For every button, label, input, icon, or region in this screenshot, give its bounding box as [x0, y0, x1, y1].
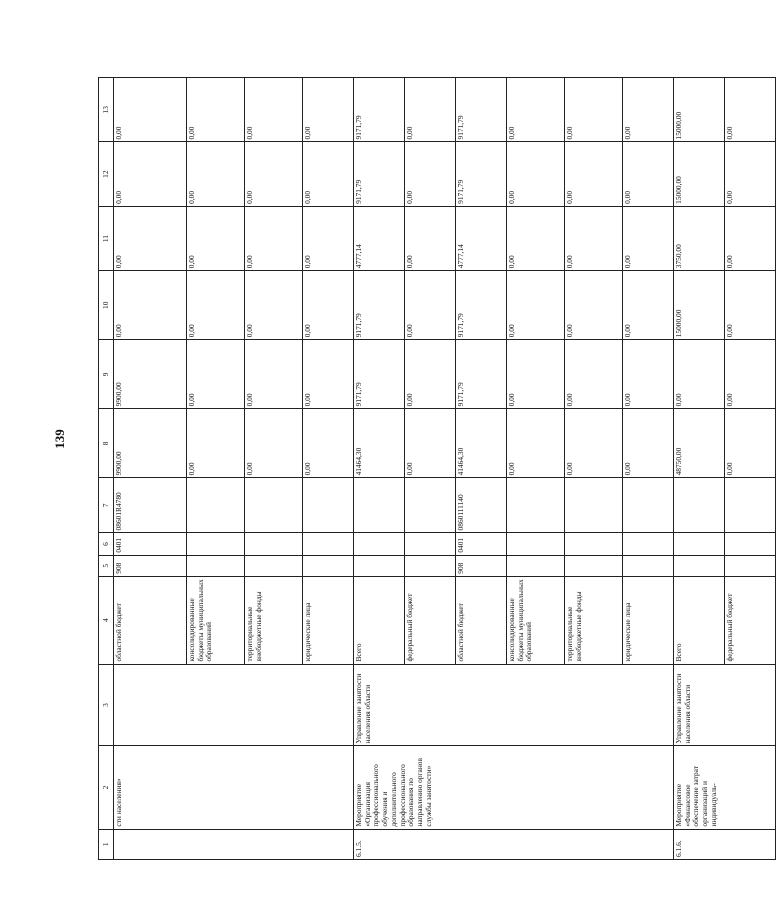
year-value-cell: 9171,79 [354, 271, 405, 340]
section-code-cell: 0401 [456, 533, 507, 555]
year-value-cell: 0,00 [623, 206, 674, 270]
total-value-cell: 0,00 [507, 409, 565, 478]
year-value-cell: 0,00 [303, 271, 354, 340]
total-value-cell: 41464,30 [456, 409, 507, 478]
year-value-cell: 0,00 [405, 271, 456, 340]
col-number-13: 13 [99, 78, 114, 142]
year-value-cell: 0,00 [245, 340, 303, 409]
funding-source-cell: федеральный бюджет [405, 576, 456, 664]
section-code-cell [245, 533, 303, 555]
year-value-cell: 9171,79 [456, 340, 507, 409]
grbs-code-cell [405, 555, 456, 576]
section-code-cell [674, 533, 725, 555]
target-article-cell [674, 478, 725, 533]
total-value-cell: 0,00 [405, 409, 456, 478]
row-number-cell: 6.1.5. [354, 829, 674, 859]
funding-source-cell: консолидированные бюджеты муниципальных образований [507, 576, 565, 664]
year-value-cell: 0,00 [565, 78, 623, 142]
total-value-cell: 48750,00 [674, 409, 725, 478]
funding-source-cell: территориальные внебюджетные фонды [245, 576, 303, 664]
total-value-cell: 9900,00 [114, 409, 187, 478]
row-number-cell: 6.1.6. [674, 829, 776, 859]
year-value-cell: 0,00 [507, 206, 565, 270]
grbs-code-cell [303, 555, 354, 576]
target-article-cell [725, 478, 776, 533]
grbs-code-cell [354, 555, 405, 576]
target-article-cell [565, 478, 623, 533]
col-number-9: 9 [99, 340, 114, 409]
col-number-8: 8 [99, 409, 114, 478]
year-value-cell: 9171,79 [354, 142, 405, 206]
year-value-cell: 0,00 [405, 142, 456, 206]
section-code-cell [725, 533, 776, 555]
year-value-cell: 9900,00 [114, 340, 187, 409]
section-code-cell [405, 533, 456, 555]
year-value-cell: 0,00 [565, 142, 623, 206]
col-number-7: 7 [99, 478, 114, 533]
year-value-cell: 0,00 [623, 340, 674, 409]
column-number-row [99, 78, 114, 860]
event-name-cell: Мероприятие «Организация профессионального обучения и дополнительного профессионального образования по направлению органов службы занятости» [354, 746, 674, 829]
year-value-cell: 15000,00 [674, 271, 725, 340]
target-article-cell [623, 478, 674, 533]
target-article-cell: 08601R4780 [114, 478, 187, 533]
year-value-cell: 0,00 [245, 206, 303, 270]
year-value-cell: 0,00 [405, 78, 456, 142]
year-value-cell: 3750,00 [674, 206, 725, 270]
section-code-cell [507, 533, 565, 555]
year-value-cell: 0,00 [303, 340, 354, 409]
year-value-cell: 0,00 [507, 142, 565, 206]
col-number-4: 4 [99, 576, 114, 664]
funding-source-cell: консолидированные бюджеты муниципальных образований [187, 576, 245, 664]
year-value-cell: 0,00 [405, 206, 456, 270]
total-value-cell: 0,00 [565, 409, 623, 478]
executor-cell [114, 664, 354, 746]
year-value-cell: 0,00 [725, 340, 776, 409]
target-article-cell: 0860111140 [456, 478, 507, 533]
year-value-cell: 0,00 [623, 142, 674, 206]
year-value-cell: 0,00 [725, 271, 776, 340]
year-value-cell: 0,00 [114, 142, 187, 206]
col-number-11: 11 [99, 206, 114, 270]
table-row [354, 78, 405, 860]
grbs-code-cell [623, 555, 674, 576]
year-value-cell: 0,00 [245, 271, 303, 340]
year-value-cell: 9171,79 [456, 78, 507, 142]
grbs-code-cell [245, 555, 303, 576]
total-value-cell: 0,00 [303, 409, 354, 478]
year-value-cell: 9171,79 [456, 142, 507, 206]
funding-source-cell: областной бюджет [114, 576, 187, 664]
section-code-cell: 0401 [114, 533, 187, 555]
col-number-5: 5 [99, 555, 114, 576]
funding-source-cell: федеральный бюджет [725, 576, 776, 664]
executor-cell: Управление занятости населения области [674, 664, 776, 746]
year-value-cell: 0,00 [623, 271, 674, 340]
year-value-cell: 9171,79 [354, 78, 405, 142]
funding-source-cell: юридические лица [623, 576, 674, 664]
year-value-cell: 0,00 [187, 271, 245, 340]
section-code-cell [303, 533, 354, 555]
year-value-cell: 0,00 [507, 78, 565, 142]
year-value-cell: 0,00 [245, 142, 303, 206]
target-article-cell [405, 478, 456, 533]
executor-cell: Управление занятости населения области [354, 664, 674, 746]
funding-source-cell: областной бюджет [456, 576, 507, 664]
target-article-cell [187, 478, 245, 533]
page-number: 139 [52, 429, 67, 449]
target-article-cell [245, 478, 303, 533]
total-value-cell: 41464,30 [354, 409, 405, 478]
year-value-cell: 0,00 [245, 78, 303, 142]
year-value-cell: 0,00 [114, 78, 187, 142]
funding-source-cell: юридические лица [303, 576, 354, 664]
funding-source-cell: Всего [354, 576, 405, 664]
year-value-cell: 0,00 [187, 340, 245, 409]
grbs-code-cell [187, 555, 245, 576]
row-number-cell [114, 829, 354, 859]
year-value-cell: 4777,14 [354, 206, 405, 270]
total-value-cell: 0,00 [623, 409, 674, 478]
year-value-cell: 0,00 [187, 142, 245, 206]
col-number-3: 3 [99, 664, 114, 746]
year-value-cell: 0,00 [565, 206, 623, 270]
target-article-cell [507, 478, 565, 533]
year-value-cell: 0,00 [303, 206, 354, 270]
col-number-12: 12 [99, 142, 114, 206]
year-value-cell: 0,00 [623, 78, 674, 142]
year-value-cell: 15000,00 [674, 142, 725, 206]
total-value-cell: 0,00 [725, 409, 776, 478]
col-number-6: 6 [99, 533, 114, 555]
year-value-cell: 0,00 [303, 142, 354, 206]
section-code-cell [623, 533, 674, 555]
grbs-code-cell: 908 [456, 555, 507, 576]
section-code-cell [565, 533, 623, 555]
year-value-cell: 0,00 [114, 271, 187, 340]
year-value-cell: 0,00 [114, 206, 187, 270]
funding-source-cell: Всего [674, 576, 725, 664]
total-value-cell: 0,00 [245, 409, 303, 478]
funding-source-cell: территориальные внебюджетные фонды [565, 576, 623, 664]
table-row [114, 78, 187, 860]
event-name-cell: Мероприятие «Финансовое обеспечение затрат организаций и индивидуаль- [674, 746, 776, 829]
target-article-cell [354, 478, 405, 533]
budget-table [98, 77, 776, 860]
year-value-cell: 9171,79 [354, 340, 405, 409]
year-value-cell: 0,00 [187, 78, 245, 142]
col-number-1: 1 [99, 829, 114, 859]
event-name-cell: сти населения» [114, 746, 354, 829]
target-article-cell [303, 478, 354, 533]
year-value-cell: 0,00 [674, 340, 725, 409]
grbs-code-cell [507, 555, 565, 576]
year-value-cell: 0,00 [565, 271, 623, 340]
rotated-table-wrapper [98, 77, 734, 860]
grbs-code-cell [725, 555, 776, 576]
year-value-cell: 0,00 [725, 142, 776, 206]
year-value-cell: 0,00 [565, 340, 623, 409]
col-number-10: 10 [99, 271, 114, 340]
grbs-code-cell [565, 555, 623, 576]
year-value-cell: 0,00 [507, 340, 565, 409]
year-value-cell: 9171,79 [456, 271, 507, 340]
section-code-cell [354, 533, 405, 555]
year-value-cell: 0,00 [725, 206, 776, 270]
col-number-2: 2 [99, 746, 114, 829]
year-value-cell: 0,00 [725, 78, 776, 142]
year-value-cell: 0,00 [187, 206, 245, 270]
year-value-cell: 0,00 [405, 340, 456, 409]
section-code-cell [187, 533, 245, 555]
year-value-cell: 0,00 [303, 78, 354, 142]
grbs-code-cell [674, 555, 725, 576]
year-value-cell: 0,00 [507, 271, 565, 340]
total-value-cell: 0,00 [187, 409, 245, 478]
grbs-code-cell: 908 [114, 555, 187, 576]
year-value-cell: 15000,00 [674, 78, 725, 142]
table-row [674, 78, 725, 860]
year-value-cell: 4777,14 [456, 206, 507, 270]
